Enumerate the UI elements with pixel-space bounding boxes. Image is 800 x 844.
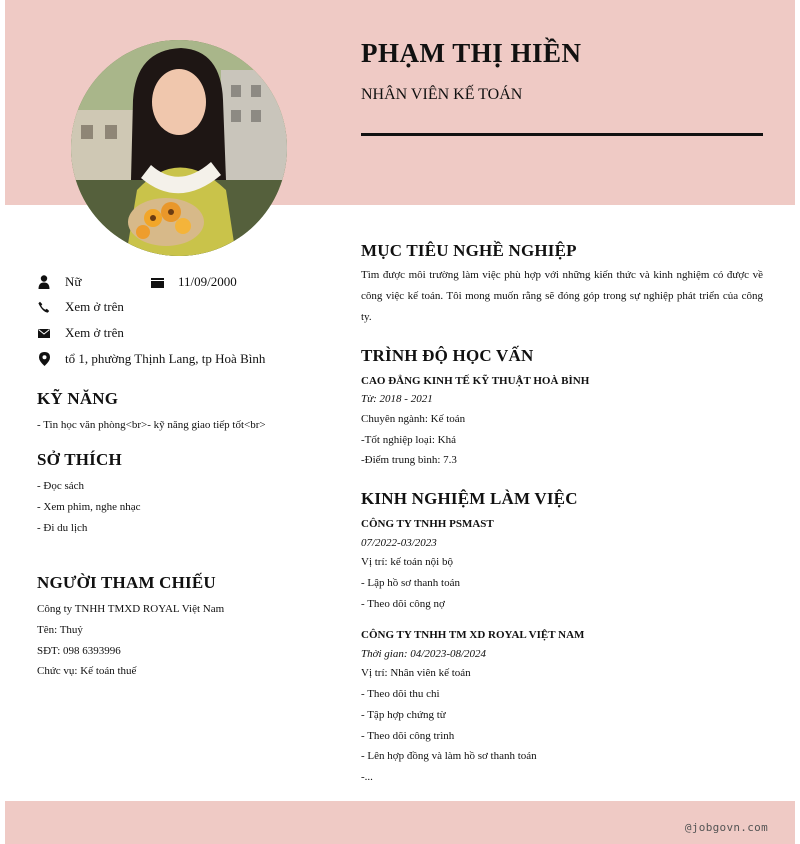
address-row bbox=[37, 351, 265, 367]
hobby-item: - Đi du lịch bbox=[37, 522, 88, 534]
skills-heading: KỸ NĂNG bbox=[37, 389, 119, 408]
phone-row bbox=[37, 299, 124, 315]
education-period: Từ: 2018 - 2021 bbox=[361, 393, 433, 405]
job-line: Vị trí: kế toán nội bộ bbox=[361, 556, 453, 568]
reference-line: Tên: Thuỷ bbox=[37, 624, 83, 636]
phone-value: Xem ở trên bbox=[65, 299, 124, 314]
references-heading: NGƯỜI THAM CHIẾU bbox=[37, 573, 216, 592]
school-name: CAO ĐẲNG KINH TẾ KỸ THUẬT HOÀ BÌNH bbox=[361, 375, 590, 387]
objective-heading: MỤC TIÊU NGHỀ NGHIỆP bbox=[361, 241, 577, 260]
email-row bbox=[37, 325, 124, 341]
phone-icon bbox=[37, 300, 51, 314]
job-line: - Lập hồ sơ thanh toán bbox=[361, 577, 460, 589]
title-divider bbox=[361, 133, 763, 136]
job-line: -... bbox=[361, 771, 373, 783]
reference-line: Chức vụ: Kế toán thuế bbox=[37, 665, 137, 677]
skills-text: - Tin học văn phòng<br>- kỹ năng giao tiếp tốt<br> bbox=[37, 419, 266, 431]
job-line: Vị trí: Nhân viên kế toán bbox=[361, 667, 471, 679]
job-period: Thời gian: 04/2023-08/2024 bbox=[361, 648, 487, 660]
calendar-icon bbox=[150, 275, 164, 289]
education-line: -Điểm trung bình: 7.3 bbox=[361, 454, 457, 466]
profile-photo bbox=[71, 40, 287, 256]
footer-credit: @jobgovn.com bbox=[684, 821, 768, 834]
location-icon bbox=[37, 352, 51, 366]
job-line: - Theo dõi công trình bbox=[361, 730, 455, 742]
mail-icon bbox=[37, 326, 51, 340]
candidate-name: PHẠM THỊ HIỀN bbox=[361, 38, 582, 68]
objective-text: Tìm được môi trường làm việc phù hợp với những kiến thức và kinh nghiệm có được về công việc kế toán. Tôi mong muốn rằng sẽ đóng góp trong sự nghiệp phát triển của công ty. bbox=[361, 269, 763, 323]
gender-row bbox=[37, 274, 81, 290]
gender-value: Nữ bbox=[65, 274, 82, 289]
job-period: 07/2022-03/2023 bbox=[361, 537, 437, 549]
footer-band bbox=[5, 801, 795, 844]
job-company: CÔNG TY TNHH TM XD ROYAL VIỆT NAM bbox=[361, 629, 585, 641]
education-heading: TRÌNH ĐỘ HỌC VẤN bbox=[361, 346, 534, 365]
job-company: CÔNG TY TNHH PSMAST bbox=[361, 518, 494, 530]
person-icon bbox=[37, 275, 51, 289]
birthday-value: 11/09/2000 bbox=[178, 274, 237, 289]
hobbies-heading: SỞ THÍCH bbox=[37, 450, 122, 469]
email-value: Xem ở trên bbox=[65, 325, 124, 340]
reference-line: SĐT: 098 6393996 bbox=[37, 645, 121, 657]
job-line: - Tập hợp chứng từ bbox=[361, 709, 446, 721]
hobby-item: - Đọc sách bbox=[37, 480, 85, 492]
education-line: Chuyên ngành: Kế toán bbox=[361, 413, 466, 425]
education-line: -Tốt nghiệp loại: Khá bbox=[361, 434, 457, 446]
candidate-title: NHÂN VIÊN KẾ TOÁN bbox=[361, 86, 523, 103]
address-value: tổ 1, phường Thịnh Lang, tp Hoà Bình bbox=[65, 351, 266, 366]
reference-line: Công ty TNHH TMXD ROYAL Việt Nam bbox=[37, 603, 225, 615]
job-line: - Theo dõi công nợ bbox=[361, 598, 445, 610]
birthday-row bbox=[150, 274, 237, 290]
job-line: - Lên hợp đồng và làm hồ sơ thanh toán bbox=[361, 750, 537, 762]
hobby-item: - Xem phim, nghe nhạc bbox=[37, 501, 141, 513]
job-line: - Theo dõi thu chi bbox=[361, 688, 440, 700]
experience-heading: KINH NGHIỆM LÀM VIỆC bbox=[361, 489, 578, 508]
